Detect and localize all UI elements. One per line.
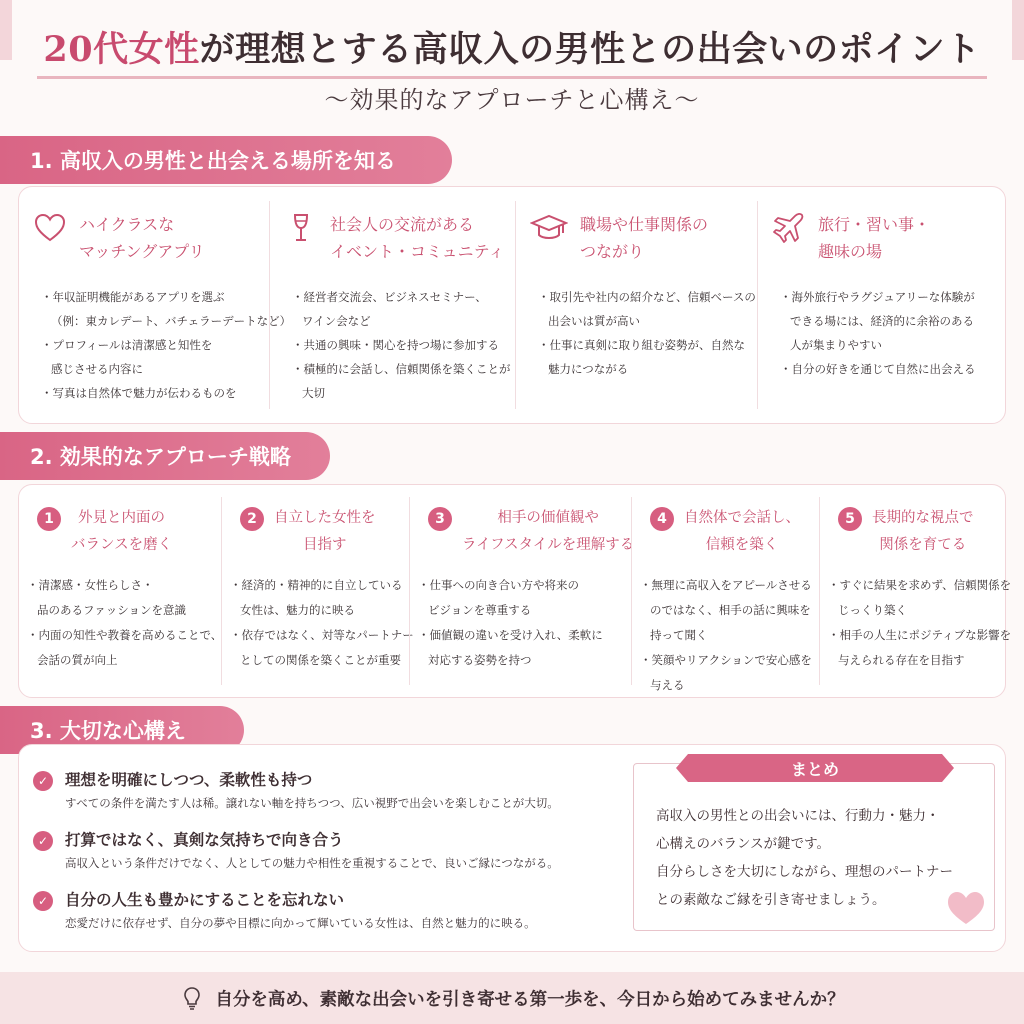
strategy-card-header (428, 505, 635, 559)
section-2-panel (18, 484, 1012, 698)
bullet-line: としての関係を築くことが重要 (240, 653, 401, 667)
bullet-line: ・仕事に真剣に取り組む姿勢が、自然な (538, 338, 745, 352)
place-card-title-line: つながり (580, 242, 645, 261)
place-card-header (33, 211, 269, 267)
bullet-line: 与える (650, 678, 685, 692)
place-card-title-line: ハイクラスな (79, 215, 175, 234)
section-3-panel (18, 744, 1006, 952)
bullet-line: ・無理に高収入をアピールさせる (640, 578, 812, 592)
bullet-list (19, 573, 221, 673)
bullet-line: 会話の質が向上 (37, 653, 118, 667)
page-subtitle: 〜効果的なアプローチと心構え〜 (324, 86, 700, 114)
check-icon: ✓ (33, 771, 53, 791)
strategy-title-line: 外見と内面の (78, 510, 166, 526)
strategy-title-line: 自立した女性を (274, 510, 376, 526)
strategy-card-title (684, 505, 800, 559)
mindset-item (33, 767, 559, 813)
step-number-badge: 3 (428, 507, 452, 531)
heart-decoration-icon (946, 890, 986, 926)
strategy-title-line: 信頼を築く (705, 537, 779, 553)
place-card-title (330, 211, 504, 265)
title-rest: が理想とする高収入の男性との出会いのポイント (199, 30, 981, 70)
bullet-line: ・年収証明機能があるアプリを選ぶ (41, 290, 225, 304)
bullet-line: 魅力につながる (548, 362, 629, 376)
strategy-title-line: ライフスタイルを理解する (462, 537, 635, 553)
place-card-travel (757, 201, 1005, 409)
summary-label: まとめ (688, 754, 942, 782)
strategy-card-header (650, 505, 819, 559)
footer-banner (0, 972, 1024, 1024)
section-2-heading: 2. 効果的なアプローチ戦略 (0, 432, 330, 480)
mindset-title: 自分の人生も豊かにすることを忘れない (65, 891, 345, 909)
bullet-line: ワイン会など (302, 314, 371, 328)
graduation-cap-icon (530, 211, 568, 245)
strategy-card-header (37, 505, 221, 559)
page-title (37, 22, 986, 79)
mindset-desc: 高収入という条件だけでなく、人としての魅力や相性を重視することで、良いご縁につながる。 (65, 856, 559, 870)
step-number-badge: 1 (37, 507, 61, 531)
lightbulb-icon (179, 985, 205, 1011)
place-card-title (818, 211, 930, 265)
place-card-title-line: 旅行・習い事・ (818, 215, 931, 234)
bullet-line: ビジョンを尊重する (428, 603, 532, 617)
bullet-list (820, 573, 1012, 673)
airplane-icon (772, 211, 806, 245)
strategy-card-title (462, 505, 634, 559)
bullet-line: 女性は、魅力的に映る (240, 603, 355, 617)
strategy-card-3 (409, 497, 635, 685)
section-1-panel (18, 186, 1006, 424)
bullet-line: のではなく、相手の話に興味を (650, 603, 811, 617)
strategy-card-2 (221, 497, 414, 685)
bullet-list (222, 573, 414, 673)
title-accent: 20代女性 (43, 29, 200, 70)
bullet-line: じっくり築く (838, 603, 907, 617)
bullet-line: 持って聞く (650, 628, 708, 642)
step-number-badge: 2 (240, 507, 264, 531)
bullet-line: 対応する姿勢を持つ (428, 653, 532, 667)
bullet-line: 感じさせる内容に (51, 362, 143, 376)
bullet-line: ・すぐに結果を求めず、信頼関係を (828, 578, 1012, 592)
bullet-line: ・取引先や社内の紹介など、信頼ベースの (538, 290, 756, 304)
mindset-item (33, 827, 559, 873)
summary-text (656, 802, 953, 914)
bullet-line: ・仕事への向き合い方や将来の (418, 578, 579, 592)
bullet-line: ・笑顔やリアクションで安心感を (640, 653, 812, 667)
mindset-desc: すべての条件を満たす人は稀。譲れない軸を持ちつつ、広い視野で出会いを楽しむことが大切。 (65, 796, 559, 810)
place-card-title-line: イベント・コミュニティ (330, 242, 505, 261)
strategy-card-1 (19, 497, 221, 685)
check-icon: ✓ (33, 831, 53, 851)
bullet-line: ・相手の人生にポジティブな影響を (828, 628, 1012, 642)
check-icon: ✓ (33, 891, 53, 911)
bullet-line: ・清潔感・女性らしさ・ (27, 578, 154, 592)
summary-line: との素敵なご縁を引き寄せましょう。 (656, 892, 886, 908)
heart-icon (33, 211, 67, 245)
bullet-line: 大切 (302, 386, 325, 400)
step-number-badge: 5 (838, 507, 862, 531)
strategy-card-title (71, 505, 172, 559)
bullet-line: （例：東カレデート、バチェラーデートなど） (51, 314, 292, 328)
bullet-line: ・積極的に会話し、信頼関係を築くことが (292, 362, 511, 376)
wine-glass-icon (284, 211, 318, 245)
strategy-title-line: 長期的な視点で (872, 510, 974, 526)
bullet-line: ・プロフィールは清潔感と知性を (41, 338, 213, 352)
mindset-item (33, 887, 536, 933)
step-number-badge: 4 (650, 507, 674, 531)
bullet-line: ・写真は自然体で魅力が伝わるものを (41, 386, 237, 400)
bullet-line: ・自分の好きを通じて自然に出会える (780, 362, 976, 376)
place-card-title (580, 211, 708, 265)
bullet-list (410, 573, 631, 673)
bullet-line: 品のあるファッションを意識 (37, 603, 187, 617)
strategy-card-title (274, 505, 376, 559)
place-card-title-line: 社会人の交流がある (330, 215, 475, 234)
place-card-title-line: 職場や仕事関係の (580, 215, 709, 234)
section-1-heading: 1. 高収入の男性と出会える場所を知る (0, 136, 452, 184)
bullet-line: ・内面の知性や教養を高めることで、 (27, 628, 223, 642)
place-card-event (269, 201, 515, 409)
place-card-header (530, 211, 757, 267)
strategy-card-title (872, 505, 974, 559)
mindset-title: 打算ではなく、真剣な気持ちで向き合う (65, 831, 344, 849)
section-3-heading: 3. 大切な心構え (0, 706, 244, 754)
mindset-title: 理想を明確にしつつ、柔軟性も持つ (65, 771, 313, 789)
place-card-header (284, 211, 515, 267)
bullet-list (758, 285, 1005, 381)
strategy-title-line: 関係を育てる (879, 537, 967, 553)
summary-line: 高収入の男性との出会いには、行動力・魅力・ (656, 808, 940, 824)
bullet-list (19, 285, 292, 405)
bullet-line: ・共通の興味・関心を持つ場に参加する (292, 338, 499, 352)
bullet-line: できる場には、経済的に余裕のある (790, 314, 974, 328)
strategy-card-header (838, 505, 1005, 559)
strategy-card-5 (819, 497, 1012, 685)
page-title-wrap (0, 22, 1024, 79)
summary-line: 自分らしさを大切にしながら、理想のパートナー (656, 864, 953, 880)
bullet-line: 出会いは質が高い (548, 314, 640, 328)
summary-line: 心構えのバランスが鍵です。 (656, 836, 831, 852)
strategy-card-4 (631, 497, 819, 692)
place-card-title-line: 趣味の場 (818, 242, 883, 261)
place-card-app (19, 201, 292, 409)
strategy-title-line: 自然体で会話し、 (684, 510, 800, 526)
place-card-header (772, 211, 1005, 267)
bullet-line: ・価値観の違いを受け入れ、柔軟に (418, 628, 603, 642)
place-card-work (515, 201, 757, 409)
bullet-line: 与えられる存在を目指す (838, 653, 965, 667)
summary-box (633, 759, 995, 931)
footer-message: 自分を高め、素敵な出会いを引き寄せる第一歩を、今日から始めてみませんか？ (215, 989, 845, 1010)
strategy-title-line: バランスを磨く (71, 537, 173, 553)
bullet-line: ・依存ではなく、対等なパートナー (230, 628, 414, 642)
bullet-line: 人が集まりやすい (790, 338, 882, 352)
strategy-title-line: 相手の価値観や (497, 510, 599, 526)
bullet-list (516, 285, 757, 381)
bullet-list (270, 285, 515, 405)
bullet-line: ・経営者交流会、ビジネスセミナー、 (292, 290, 487, 304)
mindset-desc: 恋愛だけに依存せず、自分の夢や目標に向かって輝いている女性は、自然と魅力的に映る。 (65, 916, 536, 930)
bullet-line: ・海外旅行やラグジュアリーな体験が (780, 290, 975, 304)
bullet-line: ・経済的・精神的に自立している (230, 578, 403, 592)
bullet-list (632, 573, 819, 698)
place-card-title-line: マッチングアプリ (79, 242, 205, 261)
strategy-title-line: 目指す (303, 537, 347, 553)
strategy-card-header (240, 505, 409, 559)
place-card-title (79, 211, 205, 265)
